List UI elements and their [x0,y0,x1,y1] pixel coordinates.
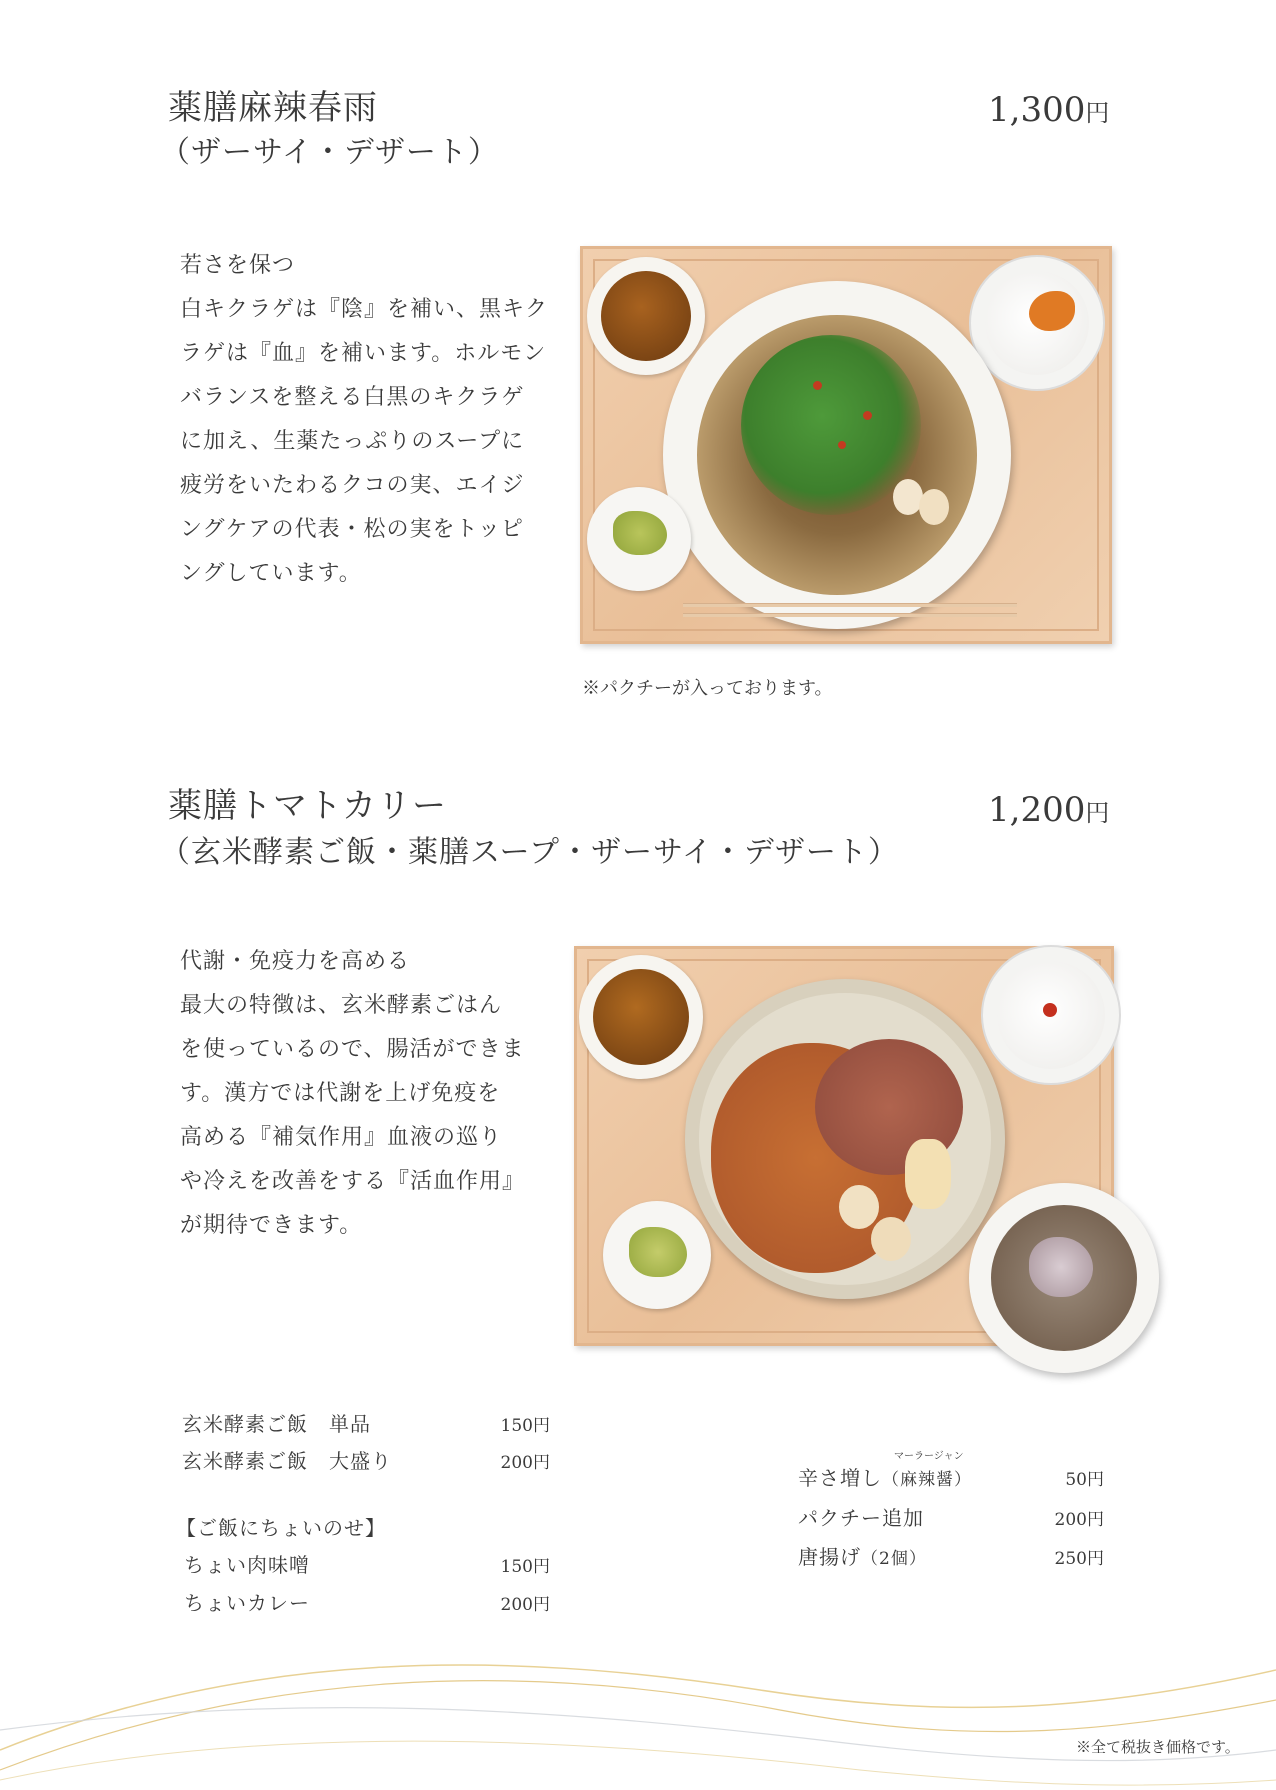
item2-price-value: 1,200 [988,790,1086,830]
topping-heading: 【ご飯にちょいのせ】 [176,1516,386,1540]
extra-rice-large-name: 玄米酵素ご飯 大盛り [182,1449,392,1473]
extra-coriander-price: 200円 [1054,1510,1104,1530]
soup-bowl [969,1183,1159,1373]
ruby-mara-jan: マーラージャン [894,1451,964,1462]
item2-description [180,940,550,1248]
item2-desc-line: や冷えを改善をする『活血作用』 [180,1169,526,1194]
extra-spicy-name: 辛さ増し [798,1466,882,1490]
extra-spicy-sub: （麻辣醤） [882,1470,972,1490]
extra-coriander-name: パクチー追加 [798,1506,924,1530]
item1-desc-line: 若さを保つ [180,253,296,278]
item1-subtitle: （ザーサイ・デザート） [160,135,499,170]
item1-desc-line: に加え、生薬たっぷりのスープに [180,429,525,454]
topping-meat-miso-price: 150円 [500,1557,550,1577]
noodle-bowl [663,281,1011,629]
extra-rice-single-name: 玄米酵素ご飯 単品 [182,1412,371,1436]
pickle-dish [603,1201,711,1309]
gold-wave-decoration [0,1630,1276,1790]
extra-karaage-price: 250円 [1054,1549,1104,1569]
topping-curry-name: ちょいカレー [184,1591,310,1615]
item1-title: 薬膳麻辣春雨 [168,88,378,128]
item1-photo [580,246,1112,644]
item2-title: 薬膳トマトカリー [168,786,447,826]
item1-price-unit: 円 [1085,99,1110,127]
item1-desc-line: 白キクラゲは『陰』を補い、黒キク [180,297,549,322]
extra-karaage [798,1541,927,1570]
extra-karaage-name: 唐揚げ [798,1545,861,1569]
footer-tax-note: ※全て税抜き価格です。 [1076,1738,1240,1756]
chopsticks [683,613,1017,617]
item2-subtitle: （玄米酵素ご飯・薬膳スープ・ザーサイ・デザート） [160,835,899,870]
item1-desc-line: ングケアの代表・松の実をトッピ [180,517,524,542]
item2-price [988,790,1109,833]
tea-cup [587,257,705,375]
pickle-dish [587,487,691,591]
item1-price-value: 1,300 [988,90,1086,130]
item1-note: ※パクチーが入っております。 [582,678,833,699]
item1-price [988,90,1109,133]
item2-desc-line: を使っているので、腸活ができま [180,1037,525,1062]
item1-description [180,244,550,596]
item2-desc-line: 最大の特徴は、玄米酵素ごはん [180,993,503,1018]
chopsticks [683,603,1017,607]
extra-rice-large-price: 200円 [500,1453,550,1473]
item2-price-unit: 円 [1085,799,1110,827]
topping-meat-miso-name: ちょい肉味噌 [184,1553,310,1577]
item1-desc-line: ングしています。 [180,561,362,586]
item2-desc-line: 高める『補気作用』血液の巡り [180,1125,503,1150]
topping-curry-price: 200円 [500,1595,550,1615]
item2-photo [574,946,1114,1346]
extra-rice-single-price: 150円 [500,1416,550,1436]
tea-cup [579,955,703,1079]
item2-desc-line: す。漢方では代謝を上げ免疫を [180,1081,501,1106]
item2-desc-line: が期待できます。 [180,1213,363,1238]
dessert-cup [981,945,1121,1085]
item1-desc-line: バランスを整える白黒のキクラゲ [180,385,525,410]
item1-desc-line: ラゲは『血』を補います。ホルモン [180,341,547,366]
item2-desc-line: 代謝・免疫力を高める [180,949,411,974]
item1-desc-line: 疲労をいたわるクコの実、エイジ [180,473,525,498]
extra-spicy-price: 50円 [1065,1470,1104,1490]
curry-bowl [685,979,1005,1299]
extra-karaage-sub: （2個） [861,1549,927,1569]
extra-spicy [798,1462,972,1491]
